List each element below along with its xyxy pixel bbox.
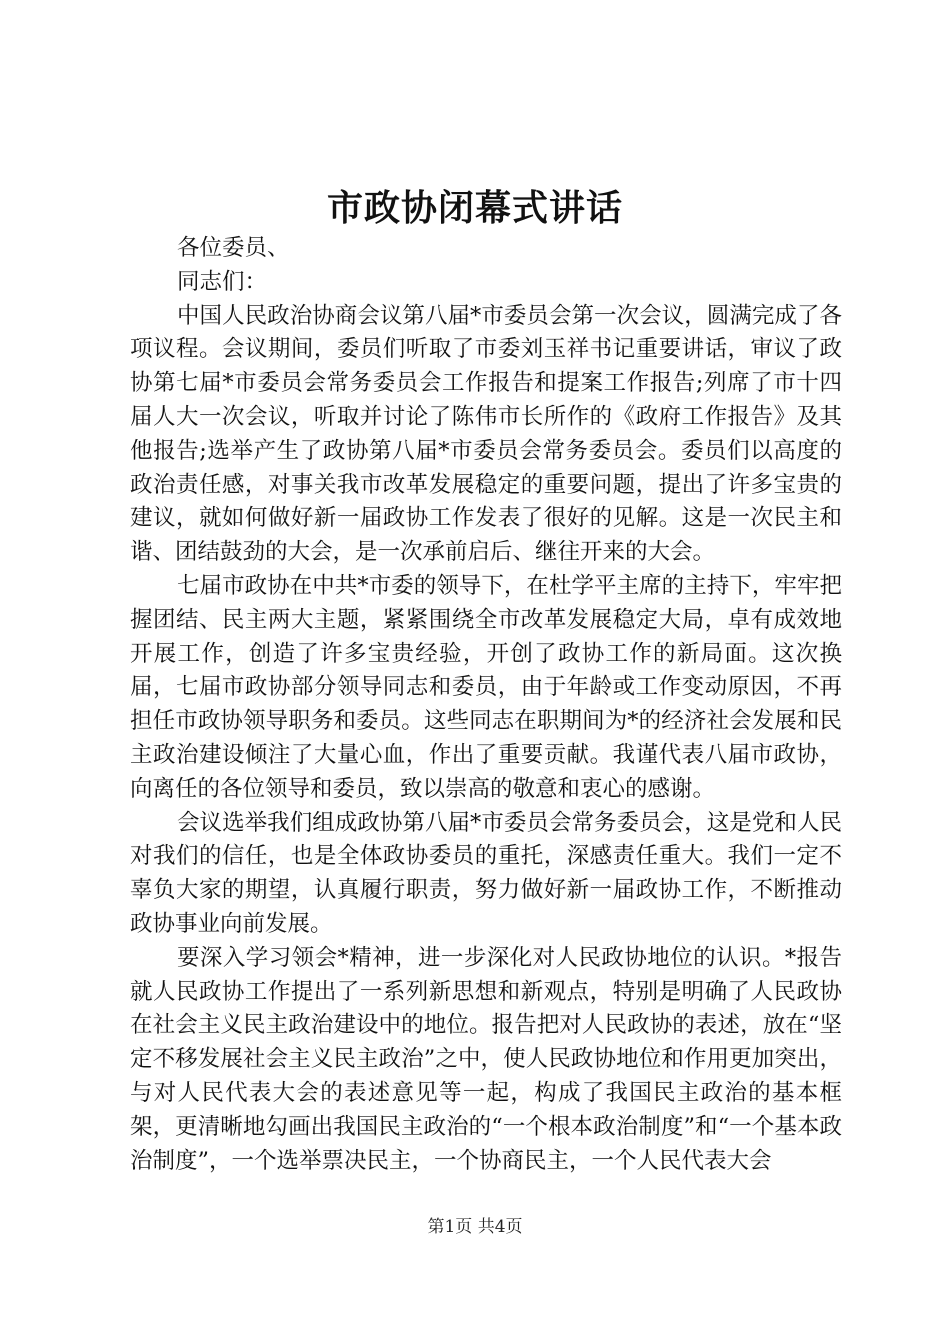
document-body [130,232,842,1178]
body-paragraph: 会议选举我们组成政协第八届*市委员会常务委员会，这是党和人民对我们的信任，也是全体政协委员的重托，深感责任重大。我们一定不辜负大家的期望，认真履行职责，努力做好新一届政协工作，不断推动政协事业向前发展。 [130,809,842,937]
body-paragraph: 中国人民政治协商会议第八届*市委员会第一次会议，圆满完成了各项议程。会议期间，委员们听取了市委刘玉祥书记重要讲话，审议了政协第七届*市委员会常务委员会工作报告和提案工作报告;列席了市十四届人大一次会议，听取并讨论了陈伟市长所作的《政府工作报告》及其他报告;选举产生了政协第八届*市委员会常务委员会。委员们以高度的政治责任感，对事关我市改革发展稳定的重要问题，提出了许多宝贵的建议，就如何做好新一届政协工作发表了很好的见解。这是一次民主和谐、团结鼓劲的大会，是一次承前启后、继往开来的大会。 [130,302,842,566]
salutation-line: 同志们： [177,268,268,295]
body-paragraph: 要深入学习领会*精神，进一步深化对人民政协地位的认识。*报告就人民政协工作提出了一系列新思想和新观点，特别是明确了人民政协在社会主义民主政治建设中的地位。报告把对人民政协的表述，放在“坚定不移发展社会主义民主政治”之中，使人民政协地位和作用更加突出，与对人民代表大会的表述意见等一起，构成了我国民主政治的基本框架，更清晰地勾画出我国民主政治的“一个根本政治制度”和“一个基本政治制度”，一个选举票决民主，一个协商民主，一个人民代表大会 [130,944,842,1174]
salutation-line: 各位委员、 [177,235,290,261]
document-title: 市政协闭幕式讲话 [326,187,623,229]
page-footer: 第1页 共4页 [427,1217,523,1237]
body-paragraph: 七届市政协在中共*市委的领导下，在杜学平主席的主持下，牢牢把握团结、民主两大主题，紧紧围绕全市改革发展稳定大局，卓有成效地开展工作，创造了许多宝贵经验，开创了政协工作的新局面。这次换届，七届市政协部分领导同志和委员，由于年龄或工作变动原因，不再担任市政协领导职务和委员。这些同志在职期间为*的经济社会发展和民主政治建设倾注了大量心血，作出了重要贡献。我谨代表八届市政协，向离任的各位领导和委员，致以崇高的敬意和衷心的感谢。 [130,572,842,802]
